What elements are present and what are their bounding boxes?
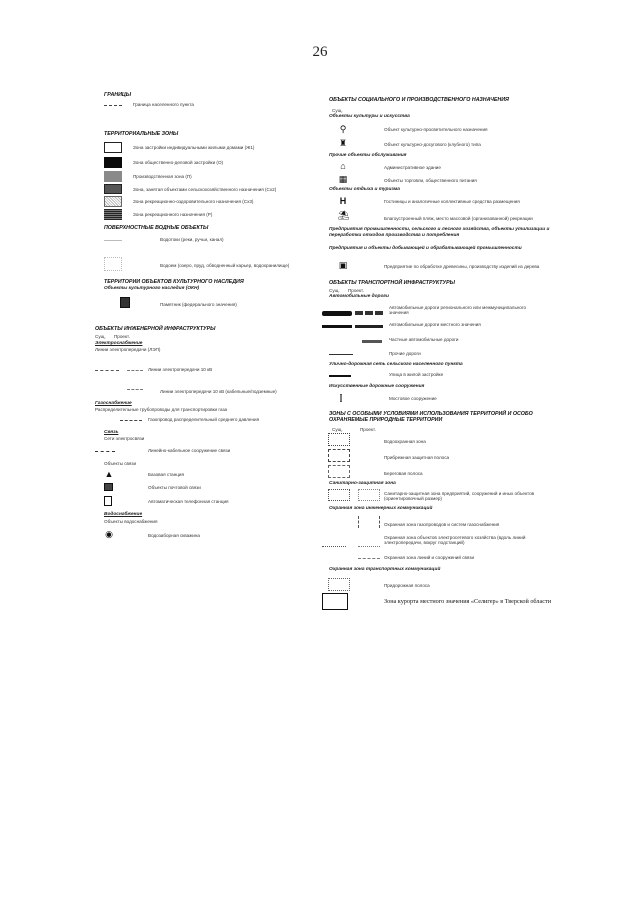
sanitary-label: Санитарно-защитная зона предприятий, сооружений и иных объектов (ориентировочный размер) [384, 491, 535, 502]
water-heading: ПОВЕРХНОСТНЫЕ ВОДНЫЕ ОБЪЕКТЫ [104, 225, 209, 231]
borders-heading: ГРАНИЦЫ [104, 92, 132, 98]
resort-zone-label: Зона курорта местного значения «Селигер» в Тверской области [384, 598, 552, 605]
road-regional-exist-line [322, 311, 352, 316]
gas-pipe-label: Газопровод распределительный среднего давления [148, 417, 260, 422]
transport-guard-subheading: Охранная зона транспортных коммуникаций [329, 567, 441, 572]
power-10kv-plan-line [127, 370, 143, 371]
zone-p-label: Производственная зона (П) [133, 174, 192, 179]
special-zones-heading: ЗОНЫ С ОСОБЫМИ УСЛОВИЯМИ ИСПОЛЬЗОВАНИЯ ТЕРРИТОРИЙ И ОСОБО ОХРАНЯЕМЫЕ ПРИРОДНЫЕ ТЕРРИТОРИИ [329, 411, 533, 423]
woodwork-icon: ▣ [338, 260, 348, 270]
comm-cable-label: Линейно-кабельное сооружение связи [148, 448, 231, 453]
zone-zh1-swatch [104, 142, 122, 153]
bridge-icon: ⫿ [339, 393, 343, 403]
post-office-label: Объекты почтовой связи [148, 485, 201, 490]
heritage-subheading: Объекты культурного наследия (ОКН) [104, 286, 200, 291]
road-private-label: Частные автомобильные дороги [389, 337, 459, 342]
roads-subheading: Автомобильные дороги [329, 294, 389, 299]
club-icon: ♜ [338, 138, 348, 148]
admin-building-label: Административное здание [384, 165, 441, 170]
water-protection-label: Водоохранная зона [384, 439, 426, 444]
club-label: Объект культурно-досугового (клубного) типа [384, 142, 481, 147]
power-guard-label: Охранная зона объектов электросетевого хозяйства (вдоль линий электропередачи, вокруг подстанций) [384, 535, 526, 546]
transport-heading: ОБЪЕКТЫ ТРАНСПОРТНОЙ ИНФРАСТРУКТУРЫ [329, 280, 455, 286]
service-subheading: Прочие объекты обслуживания [329, 153, 407, 158]
comm-guard-label: Охранная зона линий и сооружений связи [384, 555, 475, 560]
zone-sx3-swatch [104, 196, 122, 207]
roadside-strip-label: Придорожная полоса [384, 583, 430, 588]
coastal-protection-swatch [328, 449, 350, 462]
engineering-heading: ОБЪЕКТЫ ИНЖЕНЕРНОЙ ИНФРАСТРУКТУРЫ [95, 326, 216, 332]
watercourse-label: Водотоки (реки, ручьи, канал) [160, 237, 224, 242]
power-10kv-under-line [127, 389, 143, 390]
culture-education-icon: ⚲ [339, 124, 347, 134]
base-station-label: Базовая станция [148, 472, 184, 477]
comm-nets-label: Сети электросвязи [104, 436, 145, 441]
power-10kv-exist-line [95, 370, 119, 371]
comm-guard-line [358, 558, 380, 559]
comm-subheading: Связь [104, 430, 119, 435]
monument-label: Памятник (федерального значения) [160, 302, 237, 307]
water-protection-swatch [328, 433, 350, 446]
ats-label: Автоматическая телефонная станция [148, 499, 229, 504]
water-objects-label: Объекты водоснабжения [104, 519, 158, 524]
sanitary-plan-swatch [358, 489, 380, 501]
power-subheading: Электроснабжение [95, 341, 143, 346]
zones-heading: ТЕРРИТОРИАЛЬНЫЕ ЗОНЫ [104, 131, 179, 137]
street-line [329, 375, 351, 377]
page-number: 26 [312, 44, 328, 60]
beach-icon: ⛱ [338, 210, 350, 220]
gas-pipes-label: Распределительные трубопроводы для транспортировки газа [95, 407, 228, 412]
bridge-label: Мостовое сооружение [389, 396, 437, 401]
trade-label: Объекты торговли, общественного питания [384, 178, 477, 183]
road-other-label: Прочие дороги [389, 351, 421, 356]
industry-heading: Предприятия промышленности, сельского и лесного хозяйства, объекты утилизации и переработки отходов производства и потребления [329, 227, 550, 238]
admin-building-icon: ⌂ [340, 161, 346, 171]
zone-r-swatch [104, 209, 122, 220]
zone-r-label: Зона рекреационного назначения (Р) [133, 212, 213, 217]
special-col-exist: Сущ. [332, 427, 343, 432]
water-supply-subheading: Водоснабжение [104, 512, 143, 517]
zone-sx3-label: Зона рекреационно-оздоровительного назначения (Сх3) [133, 199, 254, 204]
street-label: Улица в жилой застройке [389, 372, 444, 377]
shore-strip-swatch [328, 465, 350, 478]
beach-label: Благоустроенный пляж, место массовой (организованной) рекреации [384, 216, 533, 221]
zone-o-label: Зона общественно-деловой застройки (О) [133, 160, 224, 165]
power-10kv-under-label: Линии электропередачи 10 кВ (кабельные/подземные) [160, 389, 277, 394]
street-heading: Улично-дорожная сеть сельского населенного пункта [329, 362, 463, 367]
shore-strip-label: Береговая полоса [384, 471, 423, 476]
road-private-line [362, 340, 382, 343]
comm-cable-line [95, 451, 115, 452]
road-local-exist-line [322, 325, 352, 328]
eng-col-exist: Сущ. [95, 334, 106, 339]
culture-subheading: Объекты культуры и искусства [329, 114, 410, 119]
special-col-plan: Проект. [360, 427, 376, 432]
power-guard-plan-line [358, 546, 380, 547]
well-icon: ◉ [105, 529, 113, 539]
sanitary-subheading: Санитарно-защитная зона [329, 481, 396, 486]
roadside-strip-swatch [328, 578, 350, 591]
road-local-plan-line [355, 325, 383, 328]
social-heading: ОБЪЕКТЫ СОЦИАЛЬНОГО И ПРОИЗВОДСТВЕННОГО НАЗНАЧЕНИЯ [329, 97, 509, 103]
gas-guard-swatch [358, 516, 380, 528]
road-regional-label: Автомобильные дороги регионального или межмуниципального значения [389, 305, 527, 316]
heritage-heading: ТЕРРИТОРИИ ОБЪЕКТОВ КУЛЬТУРНОГО НАСЛЕДИЯ [104, 279, 244, 285]
waterbody-swatch [104, 257, 122, 271]
sanitary-exist-swatch [328, 489, 350, 501]
zone-o-swatch [104, 157, 122, 168]
road-local-label: Автомобильные дороги местного значения [389, 322, 481, 327]
artificial-subheading: Искусственные дорожные сооружения [329, 384, 425, 389]
eng-col-plan: Проект. [114, 334, 130, 339]
woodwork-label: Предприятие по обработке древесины, производству изделий из дерева [384, 264, 540, 269]
rest-subheading: Объекты отдыха и туризма [329, 187, 400, 192]
road-other-line [329, 354, 353, 355]
zone-p-swatch [104, 171, 122, 182]
base-station-icon: ▲ [104, 469, 114, 479]
zone-sx2-label: Зона, занятая объектами сельскохозяйственного назначения (Сх2) [133, 187, 277, 192]
resort-zone-swatch [322, 593, 348, 610]
coastal-protection-label: Прибрежная защитная полоса [384, 455, 450, 460]
comm-objects-label: Объекты связи [104, 461, 137, 466]
zone-sx2-swatch [104, 184, 122, 194]
transport-col-exist: Сущ. [329, 288, 340, 293]
gas-pipe-line [120, 420, 142, 421]
ats-icon [104, 496, 112, 506]
watercourse-line [104, 240, 122, 241]
road-regional-plan-line [355, 311, 383, 315]
well-label: Водозаборная скважина [148, 533, 200, 538]
post-office-icon [104, 483, 113, 491]
power-10kv-label: Линии электропередачи 10 кВ [148, 367, 213, 372]
power-guard-exist-line [322, 546, 346, 547]
gas-guard-label: Охранная зона газопроводов и систем газоснабжения [384, 522, 500, 527]
settlement-border-line [104, 105, 122, 106]
trade-icon: ▦ [338, 174, 348, 184]
eng-guard-subheading: Охранная зона инженерных коммуникаций [329, 506, 433, 511]
hotel-label: Гостиницы и аналогичные коллективные средства размещения [384, 199, 520, 204]
social-col-exist: Сущ. [332, 108, 343, 113]
transport-col-plan: Проект. [348, 288, 364, 293]
zone-zh1-label: Зона застройки индивидуальными жилыми домами (Ж1) [133, 145, 255, 150]
waterbody-label: Водоем (озеро, пруд, обводненный карьер, водохранилище) [160, 263, 290, 268]
culture-education-label: Объект культурно-просветительного назначения [384, 127, 488, 132]
industry-subheading: Предприятия и объекты добывающей и обрабатывающей промышленности [329, 246, 522, 251]
hotel-icon: H [339, 196, 347, 206]
settlement-border-label: Граница населенного пункта [133, 102, 194, 107]
power-lines-label: Линии электропередачи (ЛЭП) [95, 347, 161, 352]
gas-subheading: Газоснабжение [95, 401, 132, 406]
monument-icon [120, 297, 130, 308]
